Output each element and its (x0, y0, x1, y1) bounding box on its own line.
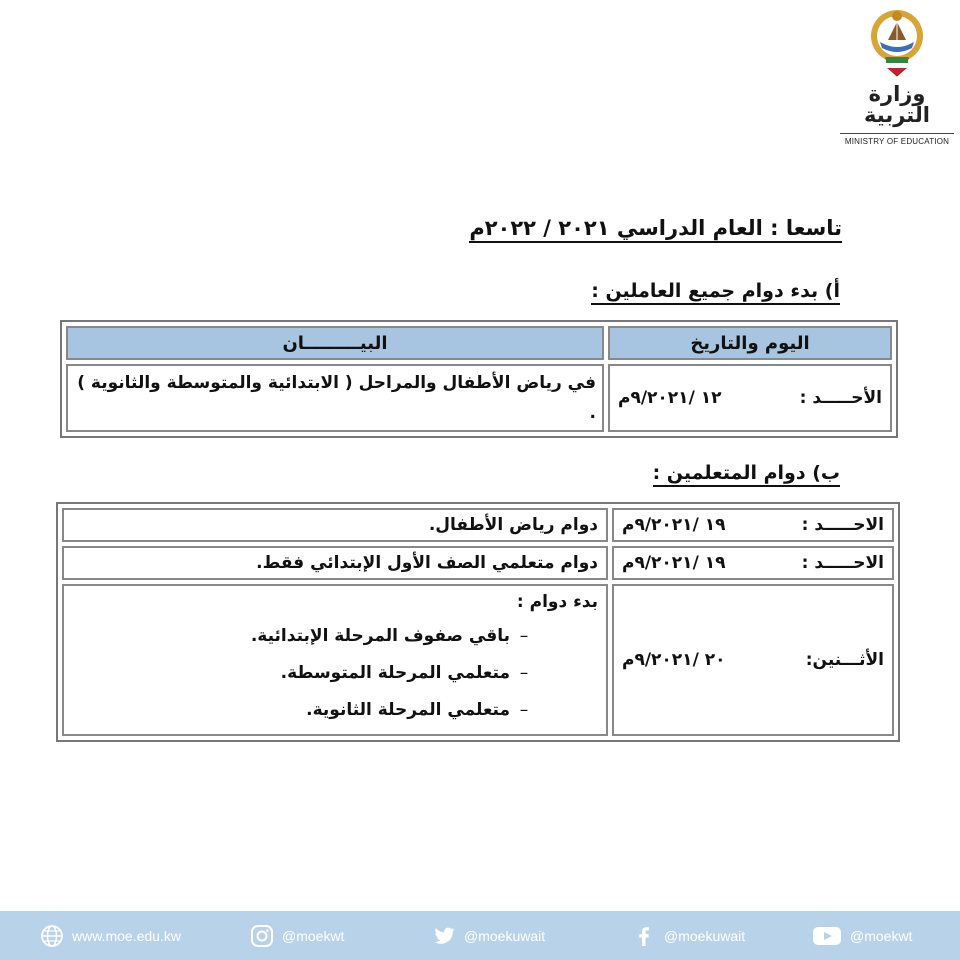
list-item-text: متعلمي المرحلة المتوسطة. (280, 662, 510, 683)
day-date-cell (612, 508, 894, 542)
dash-bullet: – (519, 699, 529, 720)
social-footer (0, 911, 960, 960)
staff-start-table (60, 320, 898, 438)
list-item-text: متعلمي المرحلة الثانوية. (306, 699, 510, 720)
list-item (72, 618, 538, 655)
logo-divider (840, 133, 954, 134)
ministry-logo (838, 8, 956, 146)
students-schedule-table (56, 502, 900, 742)
day-label: الأحـــــد : (799, 388, 882, 408)
youtube-icon (812, 924, 842, 948)
facebook-text: @moekuwait (664, 927, 746, 944)
twitter-icon (432, 924, 456, 948)
main-heading: تاسعا : العام الدراسي ٢٠٢١ / ٢٠٢٢م (469, 216, 842, 243)
globe-icon (40, 924, 64, 948)
list-item-text: باقي صفوف المرحلة الإبتدائية. (250, 625, 510, 646)
facebook-icon (632, 924, 656, 948)
day-label: الاحـــــد : (801, 553, 884, 573)
youtube-text: @moekwt (850, 927, 913, 944)
day-date-cell (608, 364, 892, 432)
logo-arabic-text: وزارة التربية (864, 82, 930, 127)
logo-english-text: MINISTRY OF EDUCATION (844, 137, 950, 146)
list-item (72, 655, 538, 692)
instagram-link[interactable] (250, 924, 344, 948)
table-row (62, 508, 894, 542)
section-b-heading: ب) دوام المتعلمين : (653, 462, 840, 487)
day-label: الاحـــــد : (801, 515, 884, 535)
description-cell (62, 584, 608, 736)
youtube-link[interactable] (812, 924, 912, 948)
twitter-text: @moekuwait (464, 927, 546, 944)
table-row (62, 546, 894, 580)
dash-bullet: – (519, 625, 529, 646)
instagram-icon (250, 924, 274, 948)
website-text: www.moe.edu.kw (72, 927, 181, 944)
day-date-cell (612, 546, 894, 580)
website-link[interactable] (40, 924, 181, 948)
date-value: ١٩ /٩/٢٠٢١م (622, 553, 726, 573)
column-header-description: البيـــــــــان (66, 326, 604, 360)
description-cell: دوام متعلمي الصف الأول الإبتدائي فقط. (62, 546, 608, 580)
table-row (66, 364, 892, 432)
description-cell: دوام رياض الأطفال. (62, 508, 608, 542)
list-title: بدء دوام : (516, 591, 598, 612)
day-date-cell (612, 584, 894, 736)
day-label: الأثـــنين: (805, 650, 884, 670)
date-value: ١٢ /٩/٢٠٢١م (618, 388, 722, 408)
description-cell: في رياض الأطفال والمراحل ( الابتدائية والمتوسطة والثانوية ) . (66, 364, 604, 432)
dash-bullet: – (519, 662, 529, 683)
grades-list (72, 618, 598, 729)
table-row (62, 584, 894, 736)
twitter-link[interactable] (432, 924, 545, 948)
list-item (72, 692, 538, 729)
date-value: ٢٠ /٩/٢٠٢١م (622, 650, 726, 670)
date-value: ١٩ /٩/٢٠٢١م (622, 515, 726, 535)
instagram-text: @moekwt (282, 927, 345, 944)
kuwait-emblem-icon (866, 8, 928, 78)
facebook-link[interactable] (632, 924, 745, 948)
section-a-heading: أ) بدء دوام جميع العاملين : (591, 280, 840, 305)
column-header-day: اليوم والتاريخ (608, 326, 892, 360)
